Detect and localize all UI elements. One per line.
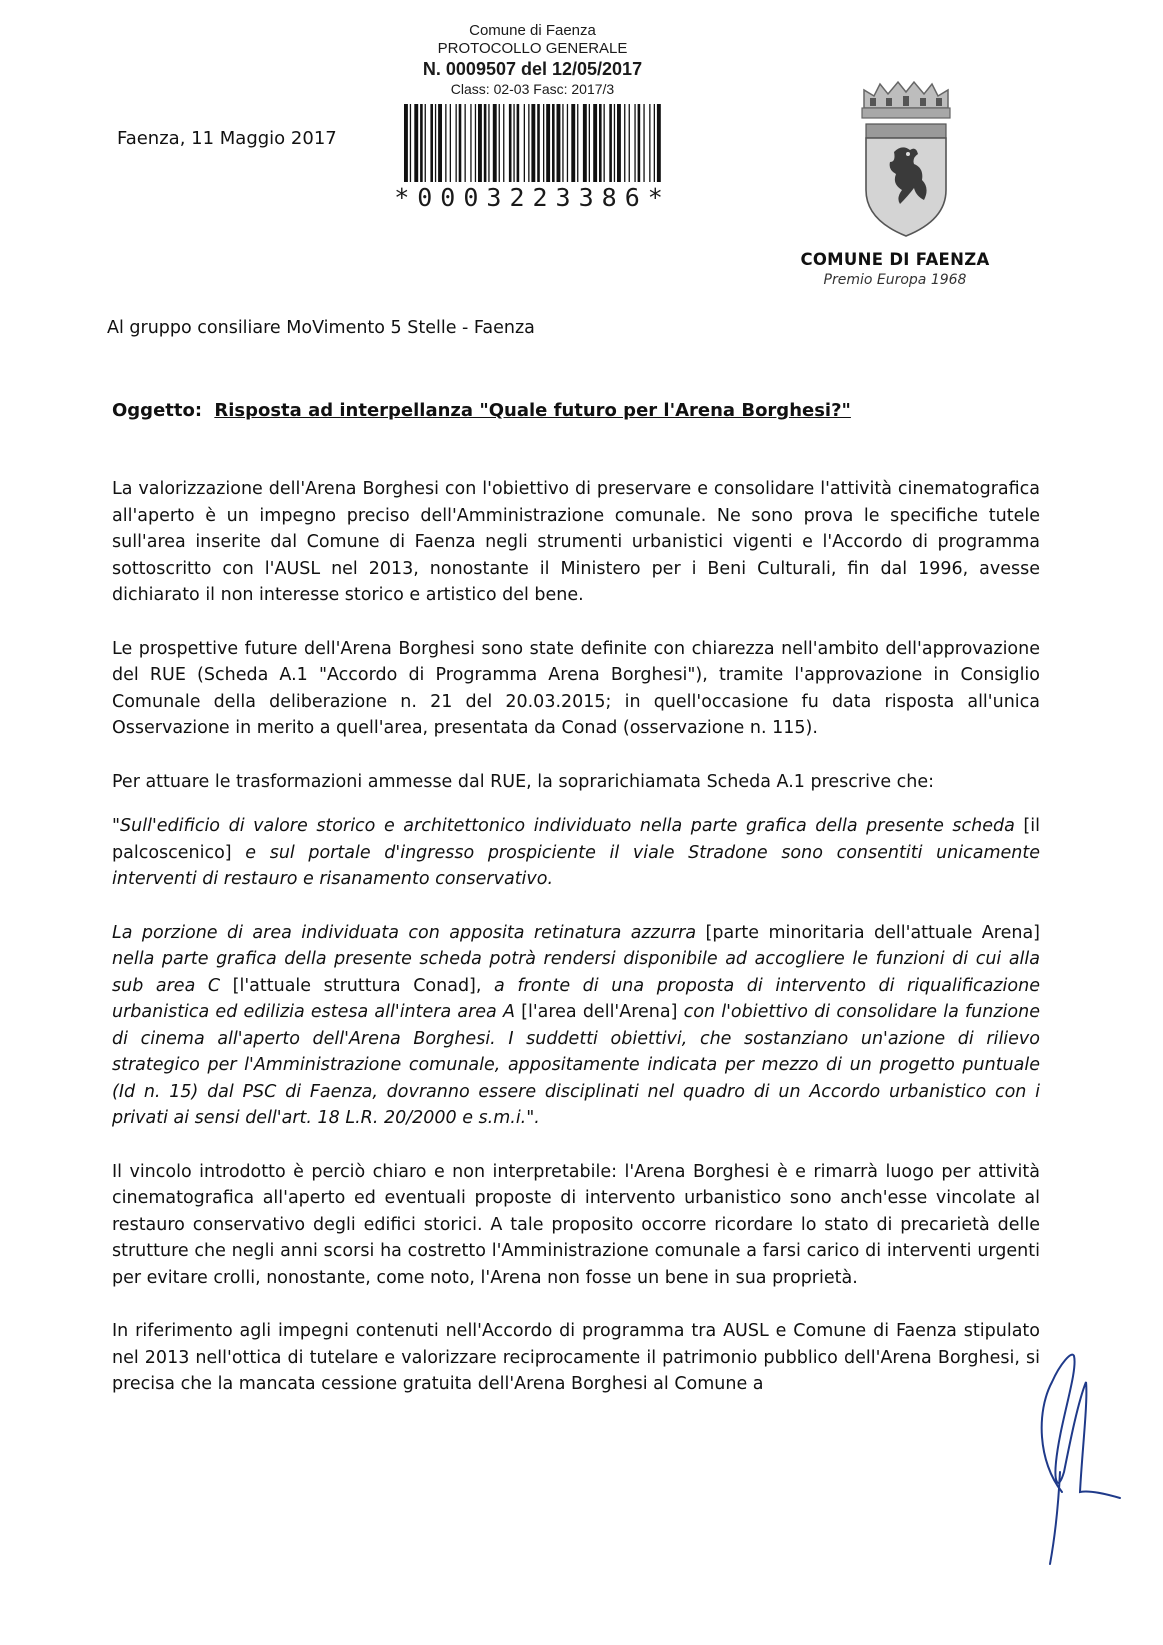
quote-2-part-a: La porzione di area individuata con apposita retinatura azzurra — [112, 922, 697, 943]
paragraph-5: In riferimento agli impegni contenuti nell'Accordo di programma tra AUSL e Comune di Faenza stipulato nel 2013 nell'ottica di tutelare e valorizzare reciprocamente il patrimonio pubblico dell'Arena Borghesi, si precisa che la mancata cessione gratuita dell'Arena Borghesi al Comune a — [112, 1321, 1040, 1394]
quote-2-part-d: [l'attuale struttura Conad], — [232, 975, 482, 996]
letterhead-name: COMUNE DI FAENZA — [800, 250, 990, 269]
recipient: Al gruppo consiliare MoVimento 5 Stelle - Faenza — [107, 318, 535, 338]
stamp-number: N. 0009507 del 12/05/2017 — [422, 59, 643, 79]
quote-2-part-f: [l'area dell'Arena] — [521, 1002, 678, 1022]
quote-1-part-a: "Sull'edificio di valore storico e architettonico individuato nella parte grafica della presente scheda — [112, 816, 1015, 836]
stamp-office: Comune di Faenza — [469, 22, 596, 39]
quote-2-part-e: a fronte di una proposta di intervento di riqualificazione urbanistica ed edilizia estesa all'intera area A — [112, 975, 1040, 1022]
letter-body — [112, 476, 1040, 1425]
paragraph-4: Il vincolo introdotto è perciò chiaro e non interpretabile: l'Arena Borghesi è e rimarrà luogo per attività cinematografica all'aperto ed eventuali proposte di intervento urbanistico sono anch'esse vincolate al restauro conservativo degli edifici storici. A tale proposito occorre ricordare lo stato di precarietà delle strutture che negli anni scorsi ha costretto l'Amministrazione comunale a farsi carico di interventi urgenti per evitare crolli, nonostante, come noto, l'Arena non fosse un bene in sua proprietà. — [112, 1161, 1040, 1288]
quote-1-part-b: [il palcoscenico] — [112, 816, 1040, 863]
quote-1-part-c: e sul portale d'ingresso prospiciente il viale Stradone sono consentiti unicamente interventi di restauro e risanamento conservativo. — [112, 842, 1040, 889]
subject-line — [112, 400, 851, 421]
barcode-icon — [402, 104, 664, 182]
paragraph-1: La valorizzazione dell'Arena Borghesi con l'obiettivo di preservare e consolidare l'attività cinematografica all'aperto è un impegno preciso dell'Amministrazione comunale. Ne sono prova le specifiche tutele sull'area inserite dal Comune di Faenza negli strumenti urbanistici vigenti e l'Accordo di programma sottoscritto con l'AUSL nel 2013, nonostante il Ministero per i Beni Culturali, fin dal 1996, avesse dichiarato il non interesse storico e artistico del bene. — [112, 479, 1040, 605]
quote-1 — [112, 813, 1040, 893]
subject-label: Oggetto: — [112, 400, 203, 421]
stamp-classification: Class: 02-03 Fasc: 2017/3 — [450, 81, 615, 97]
quote-2 — [112, 920, 1040, 1132]
faenza-coat-of-arms-icon — [846, 80, 966, 240]
quote-2-part-c: nella parte grafica della presente scheda potrà rendersi disponibile ad accogliere le funzioni di cui alla sub area C — [112, 949, 1040, 996]
quote-2-part-g: con l'obiettivo di consolidare la funzione di cinema all'aperto dell'Arena Borghesi. I suddetti obiettivi, che sostanziano un'azione di rilievo strategico per l'Amministrazione comunale, appositamente indicata per mezzo di un progetto puntuale (Id n. 15) dal PSC di Faenza, dovranno essere disciplinati nel quadro di un Accordo urbanistico con i privati ai sensi dell'art. 18 L.R. 20/2000 e s.m.i.". — [112, 1002, 1040, 1128]
stamp-register: PROTOCOLLO GENERALE — [437, 40, 628, 57]
letter-date: Faenza, 11 Maggio 2017 — [117, 128, 337, 149]
paragraph-3: Per attuare le trasformazioni ammesse dal RUE, la soprarichiamata Scheda A.1 prescrive che: — [112, 771, 935, 792]
quote-2-part-b: [parte minoritaria dell'attuale Arena] — [705, 922, 1040, 943]
protocol-stamp — [390, 22, 675, 217]
subject-text: Risposta ad interpellanza "Quale futuro per l'Arena Borghesi?" — [214, 400, 851, 421]
paragraph-2: Le prospettive future dell'Arena Borghesi sono state definite con chiarezza nell'ambito dell'approvazione del RUE (Scheda A.1 "Accordo di Programma Arena Borghesi"), tramite l'approvazione in Consiglio Comunale della deliberazione n. 21 del 20.03.2015; in quell'occasione fu data risposta all'unica Osservazione in merito a quell'area, presentata da Conad (osservazione n. 115). — [112, 638, 1040, 738]
barcode-number: *0003223386* — [394, 183, 671, 212]
letterhead-subtitle: Premio Europa 1968 — [823, 272, 967, 288]
handwritten-signature — [1030, 1342, 1125, 1567]
